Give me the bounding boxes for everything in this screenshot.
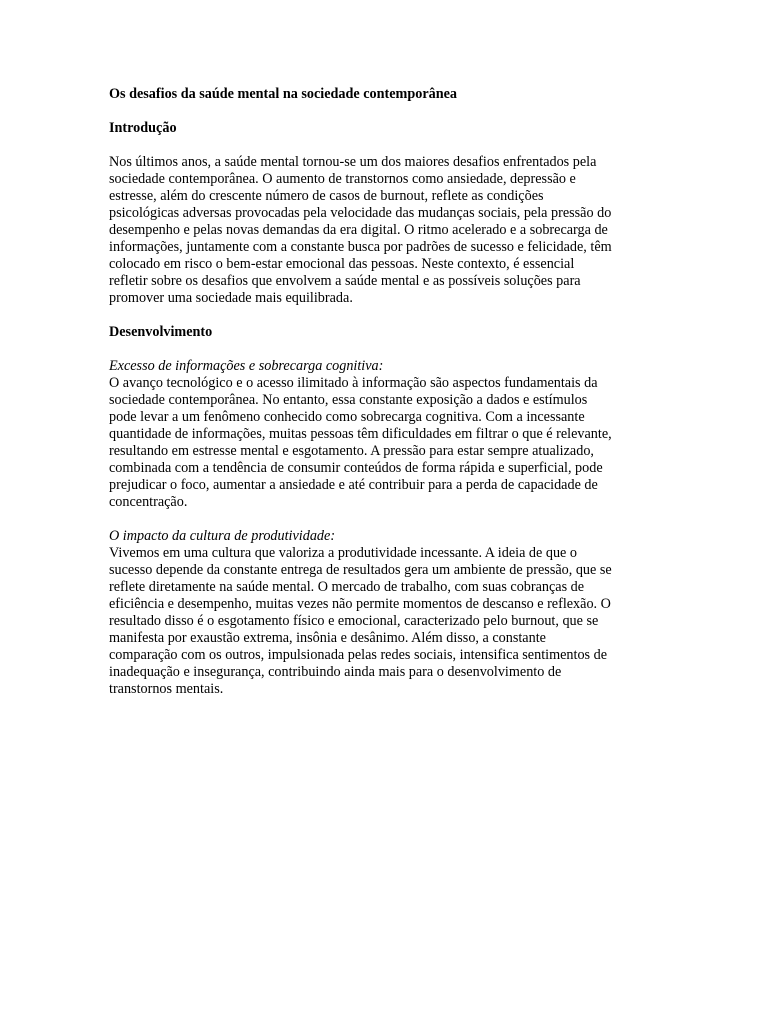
- paragraph-line: combinada com a tendência de consumir conteúdos de forma rápida e superficial, pode: [109, 460, 603, 476]
- paragraph-line: sociedade contemporânea. No entanto, essa constante exposição a dados e estímulos: [109, 392, 588, 408]
- paragraph-line: desempenho e pelas novas demandas da era digital. O ritmo acelerado e a sobrecarga de: [109, 222, 608, 238]
- paragraph-line: resultado disso é o esgotamento físico e emocional, caracterizado pelo burnout, que se: [109, 613, 599, 629]
- paragraph-line: manifesta por exaustão extrema, insônia e desânimo. Além disso, a constante: [109, 630, 546, 646]
- development-heading: Desenvolvimento: [109, 324, 213, 340]
- section1-subheading: Excesso de informações e sobrecarga cognitiva:: [109, 358, 384, 374]
- section1-paragraph: [109, 375, 659, 511]
- paragraph-line: resultando em estresse mental e esgotamento. A pressão para estar sempre atualizado,: [109, 443, 594, 459]
- spacer: [109, 341, 659, 358]
- paragraph-line: quantidade de informações, muitas pessoas têm dificuldades em filtrar o que é relevante,: [109, 426, 612, 442]
- paragraph-line: sucesso depende da constante entrega de resultados gera um ambiente de pressão, que se: [109, 562, 612, 578]
- paragraph-line: concentração.: [109, 494, 188, 510]
- paragraph-line: estresse, além do crescente número de casos de burnout, reflete as condições: [109, 188, 544, 204]
- spacer: [109, 307, 659, 324]
- intro-paragraph: [109, 154, 659, 307]
- document-title: Os desafios da saúde mental na sociedade contemporânea: [109, 86, 457, 102]
- paragraph-line: Vivemos em uma cultura que valoriza a produtividade incessante. A ideia de que o: [109, 545, 577, 561]
- paragraph-line: promover uma sociedade mais equilibrada.: [109, 290, 353, 306]
- section2-paragraph: [109, 545, 659, 698]
- spacer: [109, 103, 659, 120]
- paragraph-line: prejudicar o foco, aumentar a ansiedade e até contribuir para a perda de capacidade de: [109, 477, 598, 493]
- paragraph-line: refletir sobre os desafios que envolvem a saúde mental e as possíveis soluções para: [109, 273, 581, 289]
- document-page: [109, 86, 659, 698]
- paragraph-line: O avanço tecnológico e o acesso ilimitado à informação são aspectos fundamentais da: [109, 375, 598, 391]
- paragraph-line: pode levar a um fenômeno conhecido como sobrecarga cognitiva. Com a incessante: [109, 409, 585, 425]
- paragraph-line: reflete diretamente na saúde mental. O mercado de trabalho, com suas cobranças de: [109, 579, 585, 595]
- paragraph-line: sociedade contemporânea. O aumento de transtornos como ansiedade, depressão e: [109, 171, 576, 187]
- intro-heading: Introdução: [109, 120, 177, 136]
- paragraph-line: comparação com os outros, impulsionada pelas redes sociais, intensifica sentimentos de: [109, 647, 608, 663]
- spacer: [109, 511, 659, 528]
- spacer: [109, 137, 659, 154]
- paragraph-line: inadequação e insegurança, contribuindo ainda mais para o desenvolvimento de: [109, 664, 562, 680]
- paragraph-line: psicológicas adversas provocadas pela velocidade das mudanças sociais, pela pressão do: [109, 205, 612, 221]
- paragraph-line: transtornos mentais.: [109, 681, 224, 697]
- paragraph-line: informações, juntamente com a constante busca por padrões de sucesso e felicidade, têm: [109, 239, 612, 255]
- section2-subheading: O impacto da cultura de produtividade:: [109, 528, 336, 544]
- paragraph-line: Nos últimos anos, a saúde mental tornou-se um dos maiores desafios enfrentados pela: [109, 154, 597, 170]
- paragraph-line: eficiência e desempenho, muitas vezes não permite momentos de descanso e reflexão. O: [109, 596, 611, 612]
- paragraph-line: colocado em risco o bem-estar emocional das pessoas. Neste contexto, é essencial: [109, 256, 575, 272]
